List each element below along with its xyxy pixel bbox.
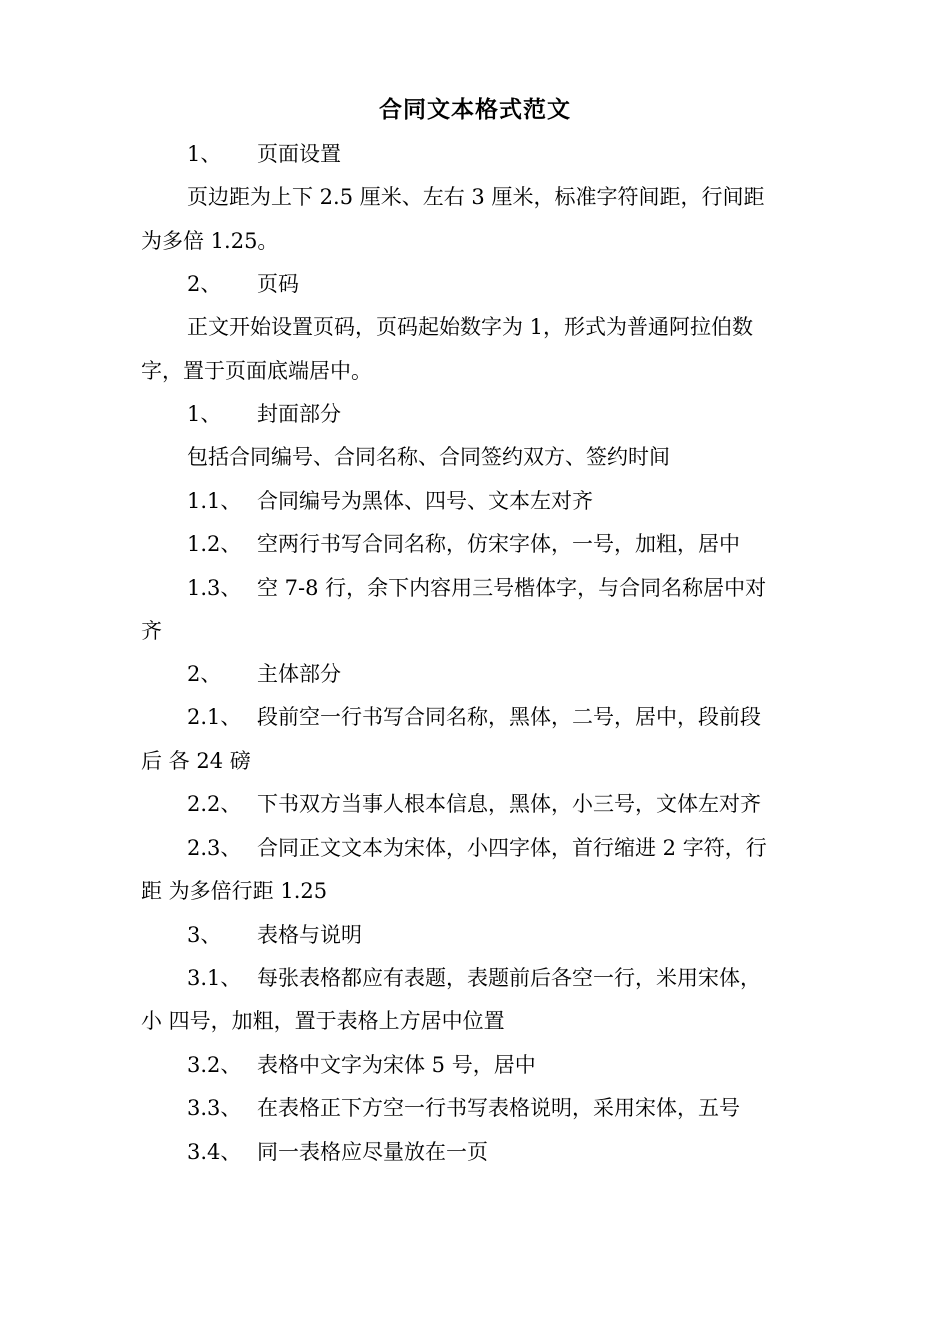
item-text: 在表格正下方空一行书写表格说明，采用宋体，五号 <box>257 1096 740 1120</box>
item-number: 3.3、 <box>187 1096 242 1120</box>
list-item <box>187 1050 536 1080</box>
item-text: 空 7-8 行，余下内容用三号楷体字，与合同名称居中对 <box>257 576 767 600</box>
item-number: 3.1、 <box>187 966 242 990</box>
list-item <box>187 486 593 516</box>
item-text: 封面部分 <box>257 402 341 426</box>
paragraph-line: 为多倍 1.25。 <box>141 229 279 253</box>
item-number: 3、 <box>187 923 222 947</box>
item-number: 2、 <box>187 272 222 296</box>
item-number: 2、 <box>187 662 222 686</box>
item-number: 1、 <box>187 142 222 166</box>
item-number: 1.1、 <box>187 489 242 513</box>
item-text: 表格与说明 <box>257 923 362 947</box>
heading-page-setup <box>187 139 341 169</box>
item-text: 每张表格都应有表题，表题前后各空一行，米用宋体， <box>257 966 761 990</box>
paragraph-line: 页边距为上下 2.5 厘米、左右 3 厘米，标准字符间距，行间距 <box>187 185 765 209</box>
list-item <box>187 529 740 559</box>
heading-cover <box>187 399 341 429</box>
item-number: 3.4、 <box>187 1140 242 1164</box>
item-text: 同一表格应尽量放在一页 <box>257 1140 488 1164</box>
item-text: 页码 <box>257 272 299 296</box>
paragraph-line: 距 为多倍行距 1.25 <box>141 879 328 903</box>
item-text: 合同正文文本为宋体，小四字体，首行缩进 2 字符，行 <box>257 836 767 860</box>
item-text: 主体部分 <box>257 662 341 686</box>
item-text: 页面设置 <box>257 142 341 166</box>
item-text: 空两行书写合同名称，仿宋字体，一号，加粗，居中 <box>257 532 740 556</box>
list-item <box>187 702 761 732</box>
list-item <box>187 833 767 863</box>
paragraph-line: 包括合同编号、合同名称、合同签约双方、签约时间 <box>187 445 670 469</box>
list-item <box>187 573 766 603</box>
heading-tables <box>187 920 362 950</box>
heading-body <box>187 659 341 689</box>
item-text: 段前空一行书写合同名称，黑体，二号，居中，段前段 <box>257 705 761 729</box>
item-number: 2.3、 <box>187 836 242 860</box>
item-text: 合同编号为黑体、四号、文本左对齐 <box>257 489 593 513</box>
item-number: 2.2、 <box>187 792 242 816</box>
item-number: 1.3、 <box>187 576 242 600</box>
list-item <box>187 963 761 993</box>
list-item <box>187 1093 740 1123</box>
heading-page-number <box>187 269 299 299</box>
item-text: 表格中文字为宋体 5 号，居中 <box>257 1053 536 1077</box>
item-number: 1、 <box>187 402 222 426</box>
item-number: 1.2、 <box>187 532 242 556</box>
item-number: 3.2、 <box>187 1053 242 1077</box>
list-item <box>187 1137 488 1167</box>
item-text: 下书双方当事人根本信息，黑体，小三号，文体左对齐 <box>257 792 761 816</box>
item-number: 2.1、 <box>187 705 242 729</box>
document-title: 合同文本格式范文 <box>379 96 571 123</box>
paragraph-line: 齐 <box>141 619 162 643</box>
paragraph-line: 正文开始设置页码，页码起始数字为 1，形式为普通阿拉伯数 <box>187 315 754 339</box>
paragraph-line: 小 四号，加粗，置于表格上方居中位置 <box>141 1009 505 1033</box>
paragraph-line: 字，置于页面底端居中。 <box>141 359 372 383</box>
paragraph-line: 后 各 24 磅 <box>141 749 251 773</box>
list-item <box>187 789 761 819</box>
